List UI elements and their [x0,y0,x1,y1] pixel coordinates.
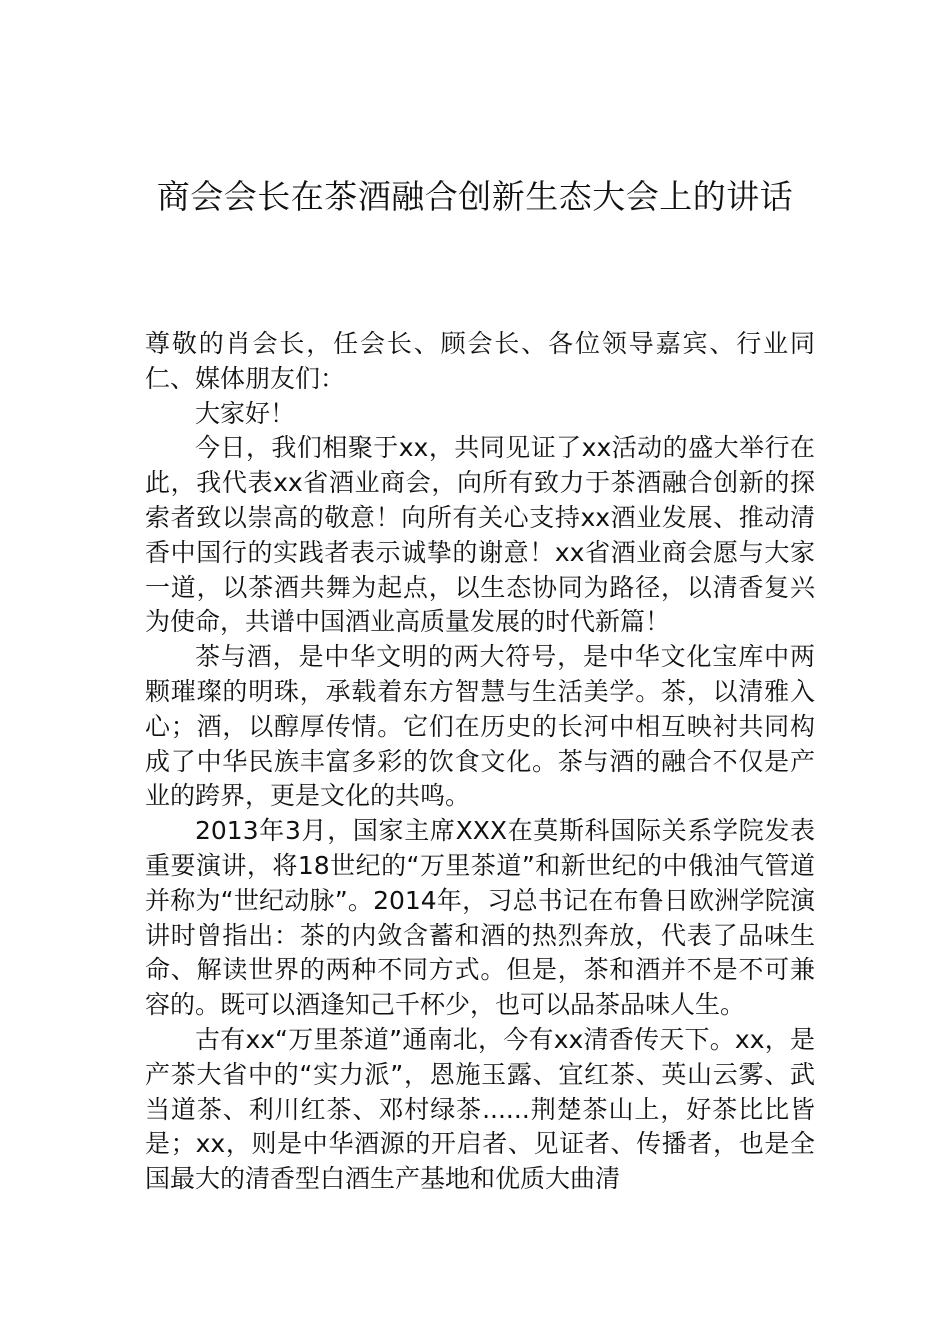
paragraph-tea-and-wine: 茶与酒，是中华文明的两大符号，是中华文化宝库中两颗璀璨的明珠，承载着东方智慧与生活美学。茶，以清雅入心；酒，以醇厚传情。它们在历史的长河中相互映衬共同构成了中华民族丰富多彩的饮食文化。茶与酒的融合不仅是产业的跨界，更是文化的共鸣。 [145,642,815,811]
paragraph-history: 2013年3月，国家主席XXX在莫斯科国际关系学院发表重要演讲，将18世纪的“万里茶道”和新世纪的中俄油气管道并称为“世纪动脉”。2014年，习总书记在布鲁日欧洲学院演讲时曾指出：茶的内敛含蓄和酒的热烈奔放，代表了品味生命、解读世界的两种不同方式。但是，茶和酒并不是不可兼容的。既可以酒逢知己千杯少，也可以品茶品味人生。 [145,816,815,1020]
paragraph-opening: 今日，我们相聚于xx，共同见证了xx活动的盛大举行在此，我代表xx省酒业商会，向所有致力于茶酒融合创新的探索者致以崇高的敬意！向所有关心支持xx酒业发展、推动清香中国行的实践者表示诚挚的谢意！xx省酒业商会愿与大家一道，以茶酒共舞为起点，以生态协同为路径，以清香复兴为使命，共谱中国酒业高质量发展的时代新篇！ [145,433,815,637]
salutation: 尊敬的肖会长，任会长、顾会长、各位领导嘉宾、行业同仁、媒体朋友们： [145,329,815,393]
paragraph-greeting: 大家好！ [195,398,296,428]
document-title: 商会会长在茶酒融合创新生态大会上的讲话 [156,177,794,216]
document-body [145,327,815,1197]
paragraph-tea-road: 古有xx“万里茶道”通南北，今有xx清香传天下。xx，是产茶大省中的“实力派”，恩施玉露、宜红茶、英山云雾、武当道茶、利川红茶、邓村绿茶......荆楚茶山上，好茶比比皆是；xx，则是中华酒源的开启者、见证者、传播者，也是全国最大的清香型白酒生产基地和优质大曲清 [145,1024,815,1194]
